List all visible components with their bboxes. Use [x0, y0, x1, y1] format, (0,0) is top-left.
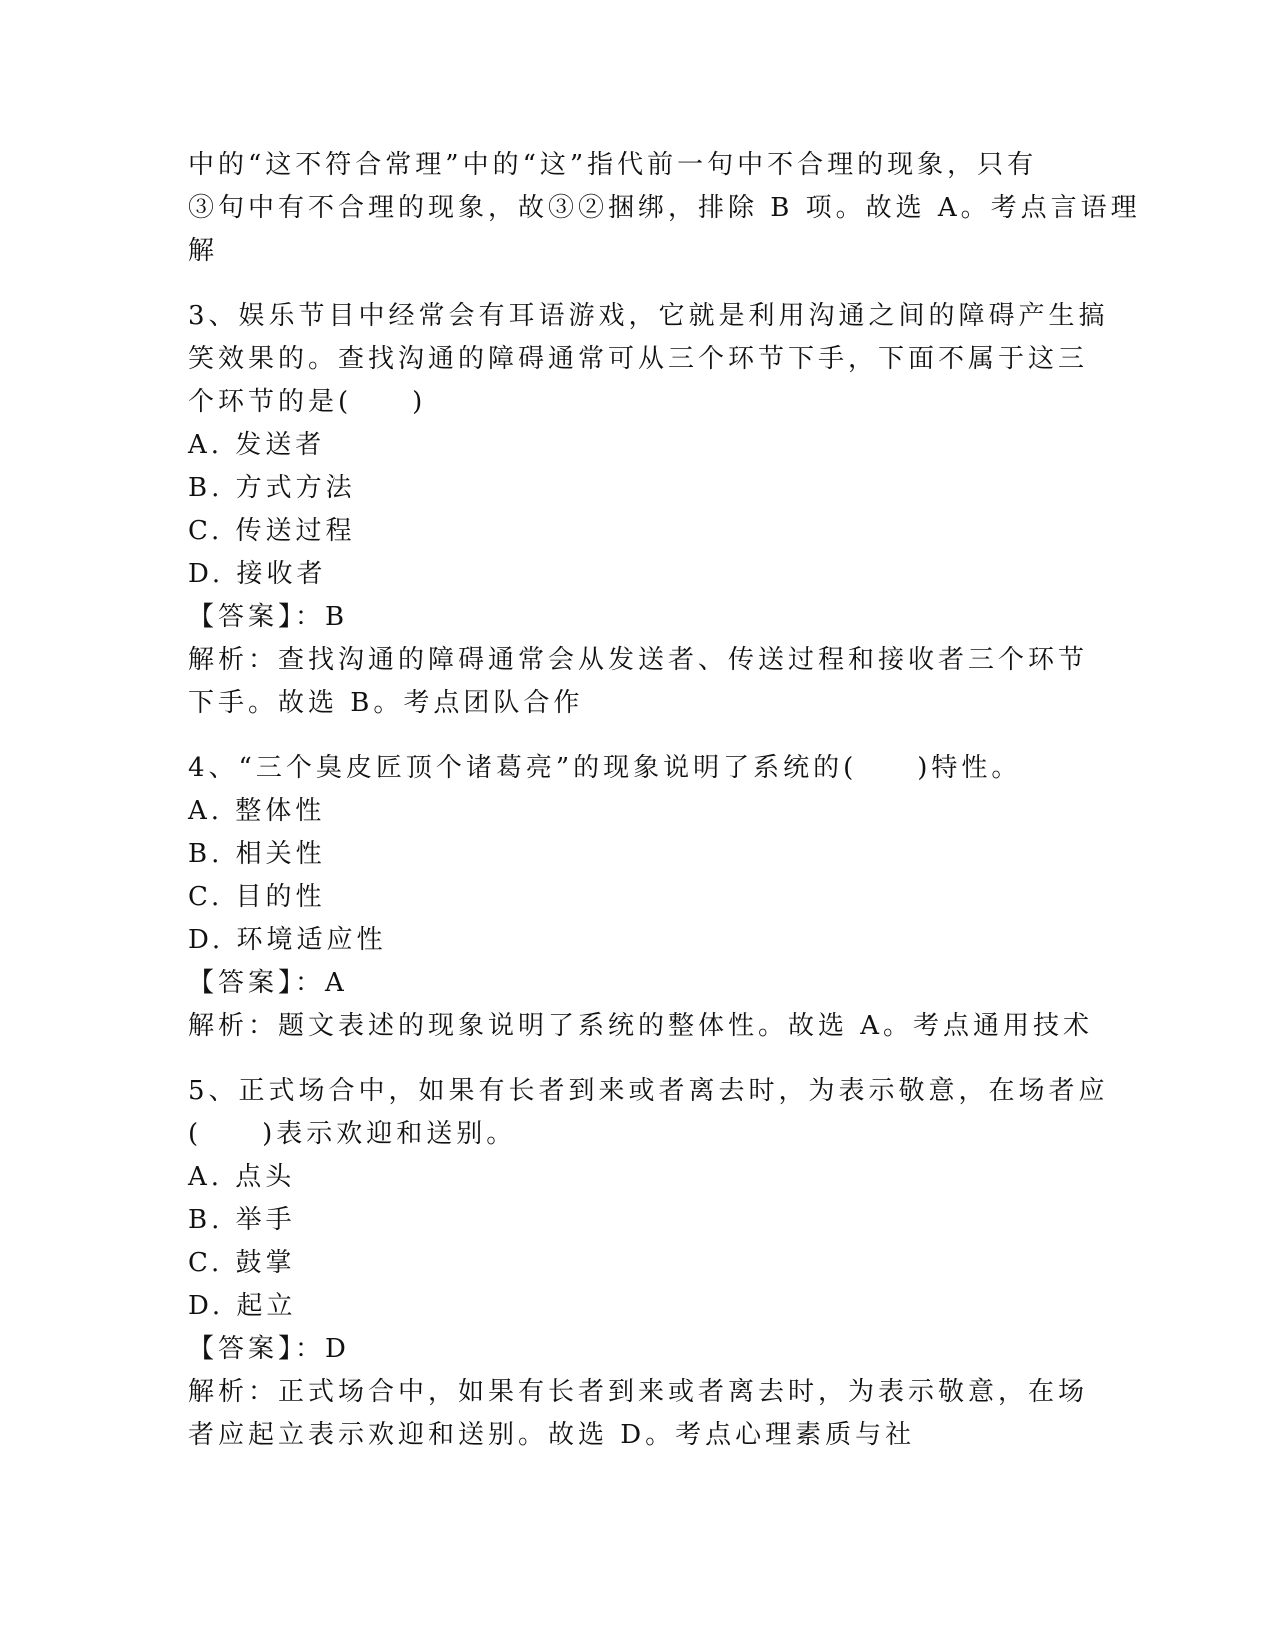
- question-text: 5、正式场合中，如果有长者到来或者离去时，为表示敬意，在场者应: [188, 1076, 1109, 1106]
- analysis-line: 下手。故选 B。考点团队合作: [188, 688, 584, 718]
- question-text: 个环节的是( ): [188, 387, 427, 417]
- option-d: D. 接收者: [188, 559, 327, 589]
- analysis-line: 解析：查找沟通的障碍通常会从发送者、传送过程和接收者三个环节: [188, 645, 1089, 675]
- analysis-line: 解析：题文表述的现象说明了系统的整体性。故选 A。考点通用技术: [188, 1011, 1094, 1041]
- previous-analysis: [188, 144, 1141, 273]
- option-c: C. 传送过程: [188, 516, 356, 546]
- answer: 【答案】：B: [188, 602, 349, 632]
- analysis-line: 者应起立表示欢迎和送别。故选 D。考点心理素质与社: [188, 1420, 916, 1450]
- spacer: [188, 273, 1088, 295]
- option-b: B. 举手: [188, 1205, 296, 1235]
- question-text: 4、“三个臭皮匠顶个诸葛亮”的现象说明了系统的( )特性。: [188, 753, 1022, 783]
- spacer: [188, 725, 1088, 747]
- option-b: B. 相关性: [188, 839, 326, 869]
- analysis-line: ③句中有不合理的现象，故③②捆绑，排除 B 项。故选 A。考点言语理: [188, 193, 1141, 223]
- question-text: 3、娱乐节目中经常会有耳语游戏，它就是利用沟通之间的障碍产生搞: [188, 301, 1109, 331]
- option-a: A. 整体性: [188, 796, 326, 826]
- option-c: C. 目的性: [188, 882, 326, 912]
- option-b: B. 方式方法: [188, 473, 356, 503]
- answer: 【答案】：D: [188, 1334, 350, 1364]
- question-text: ( )表示欢迎和送别。: [188, 1119, 517, 1149]
- question-text: 笑效果的。查找沟通的障碍通常可从三个环节下手，下面不属于这三: [188, 344, 1089, 374]
- option-a: A. 发送者: [188, 430, 326, 460]
- spacer: [188, 1048, 1088, 1070]
- analysis-line: 解析：正式场合中，如果有长者到来或者离去时，为表示敬意，在场: [188, 1377, 1089, 1407]
- analysis-line: 中的“这不符合常理”中的“这”指代前一句中不合理的现象，只有: [188, 150, 1038, 180]
- option-a: A. 点头: [188, 1162, 296, 1192]
- option-c: C. 鼓掌: [188, 1248, 296, 1278]
- document-content: [188, 144, 1141, 1457]
- option-d: D. 环境适应性: [188, 925, 387, 955]
- question-5: [188, 1070, 1109, 1457]
- question-3: [188, 295, 1109, 725]
- option-d: D. 起立: [188, 1291, 297, 1321]
- analysis-line: 解: [188, 236, 219, 266]
- answer: 【答案】：A: [188, 968, 348, 998]
- question-4: [188, 747, 1094, 1048]
